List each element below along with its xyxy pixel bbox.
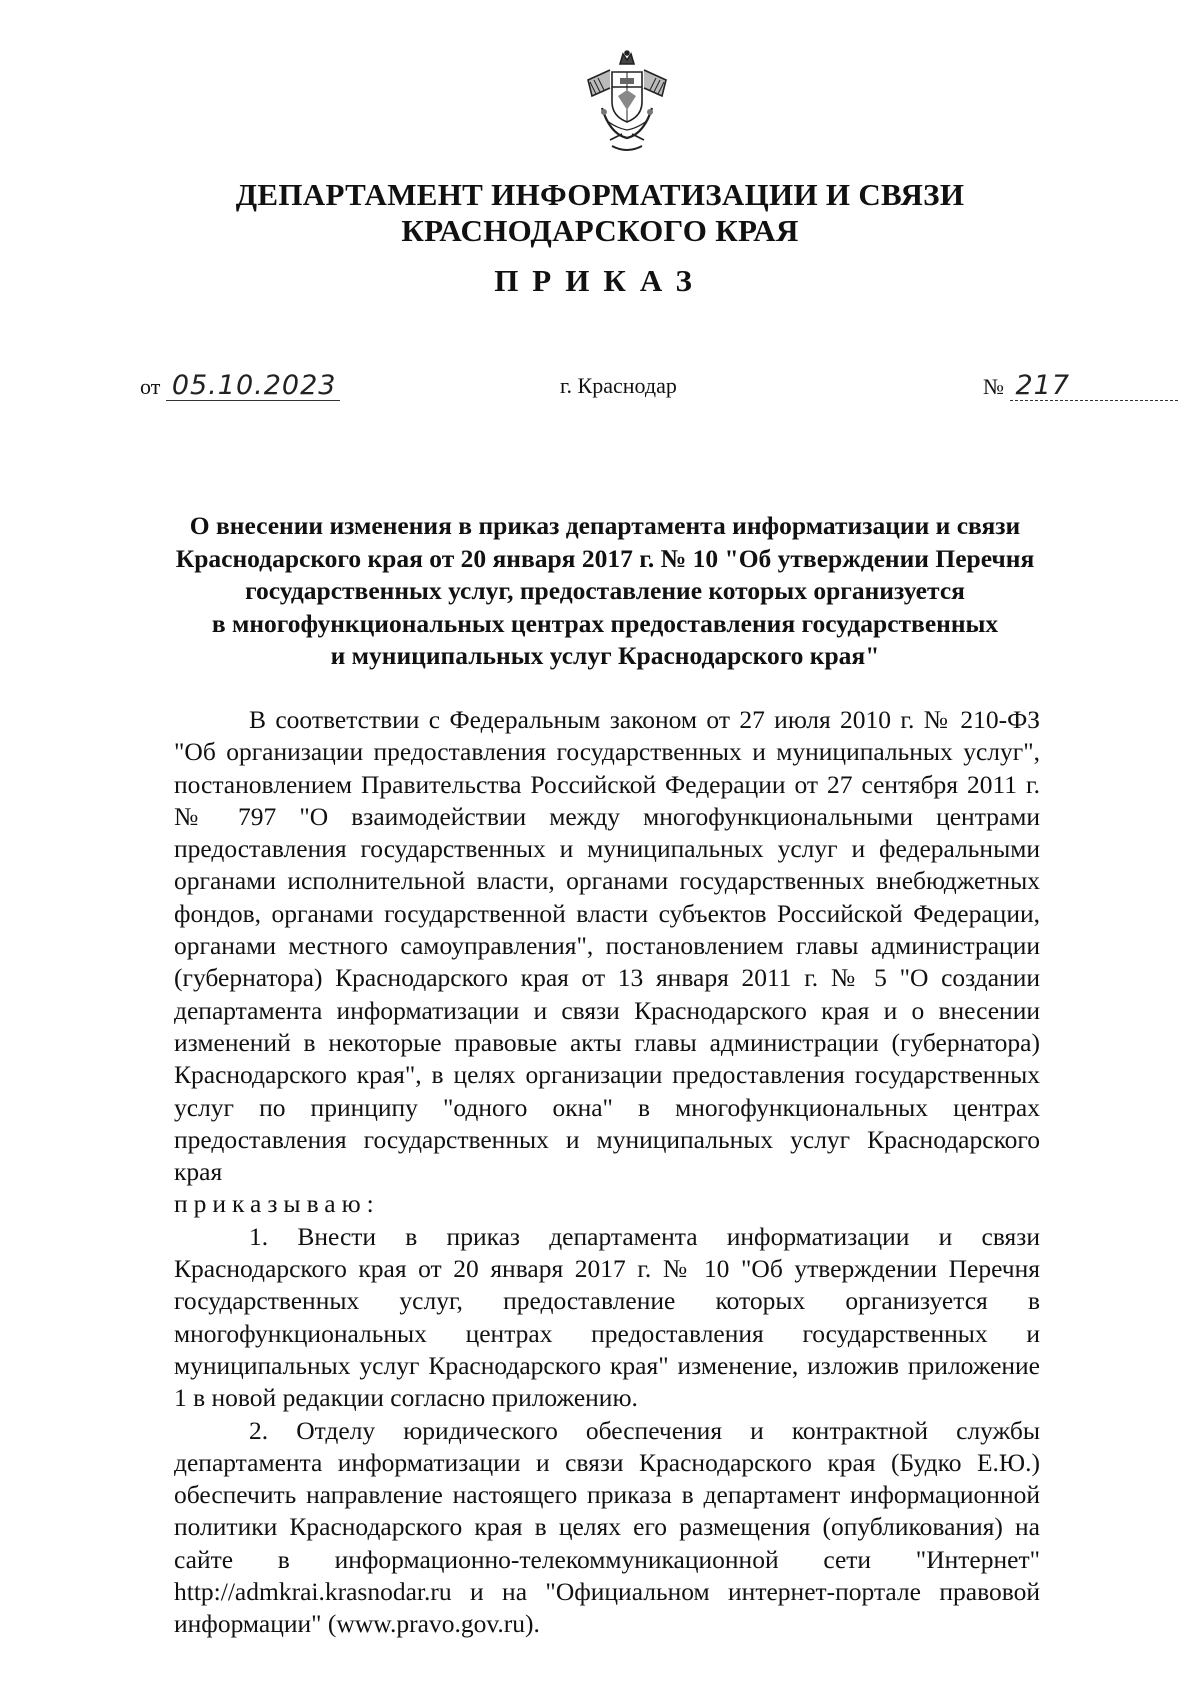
title-line: и муниципальных услуг Краснодарского края" bbox=[330, 641, 880, 670]
date-value: 05.10.2023 bbox=[166, 372, 340, 401]
item-2-paragraph: 2. Отделу юридического обеспечения и контрактной службы департамента информатизации и связи Краснодарского края (Будко Е.Ю.) обеспечить направление настоящего приказа в департамент информационной политики Краснодарского края в целях его размещения (опубликования) на сайте в информационно-телекоммуникационной сети "Интернет" http://admkrai.krasnodar.ru и на "Официальном интернет-портале правовой информации" (www.pravo.gov.ru). bbox=[174, 1415, 1040, 1639]
number-prefix: № bbox=[983, 374, 1004, 399]
org-name-line1: ДЕПАРТАМЕНТ ИНФОРМАТИЗАЦИИ И СВЯЗИ bbox=[235, 177, 965, 212]
city-field: г. Краснодар bbox=[560, 373, 677, 398]
item-1-paragraph: 1. Внести в приказ департамента информатизации и связи Краснодарского края от 20 января 2017 г. № 10 "Об утверждении Перечня государственных услуг, предоставление которых организуется в многофункциональных центрах предоставления государственных и муниципальных услуг Краснодарского края" изменение, изложив приложение 1 в новой редакции согласно приложению. bbox=[174, 1221, 1040, 1413]
number-value: 217 bbox=[1010, 372, 1178, 401]
doc-type-title: ПРИКАЗ bbox=[494, 263, 706, 298]
order-word: приказываю: bbox=[174, 1189, 380, 1219]
date-field bbox=[140, 372, 340, 401]
title-line: в многофункциональных центрах предоставления государственных bbox=[211, 608, 999, 638]
document-body bbox=[174, 704, 1040, 1641]
date-prefix: от bbox=[140, 374, 161, 399]
title-line: О внесении изменения в приказ департамента информатизации и связи bbox=[189, 511, 1021, 540]
title-line: государственных услуг, предоставление которых организуется bbox=[245, 576, 965, 605]
krasnodar-coat-of-arms-icon bbox=[582, 50, 672, 155]
title-line: Краснодарского края от 20 января 2017 г. № 10 "Об утверждении Перечня bbox=[175, 543, 1035, 573]
document-title bbox=[170, 510, 1040, 673]
org-name-line2: КРАСНОДАРСКОГО КРАЯ bbox=[401, 213, 799, 248]
preamble-paragraph: В соответствии с Федеральным законом от 27 июля 2010 г. № 210-ФЗ "Об организации предоставления государственных и муниципальных услуг", постановлением Правительства Российской Федерации от 27 сентября 2011 г. № 797 "О взаимодействии между многофункциональными центрами предоставления государственных и муниципальных услуг и федеральными органами исполнительной власти, органами государственных внебюджетных фондов, органами государственной власти субъектов Российской Федерации, органами местного самоуправления", постановлением главы администрации (губернатора) Краснодарского края от 13 января 2011 г. № 5 "О создании департамента информатизации и связи Краснодарского края и о внесении изменений в некоторые правовые акты главы администрации (губернатора) Краснодарского края", в целях организации предоставления государственных услуг по принципу "одного окна" в многофункциональных центрах предоставления государственных и муниципальных услуг Краснодарского края bbox=[174, 705, 1040, 1187]
number-field bbox=[983, 372, 1178, 401]
